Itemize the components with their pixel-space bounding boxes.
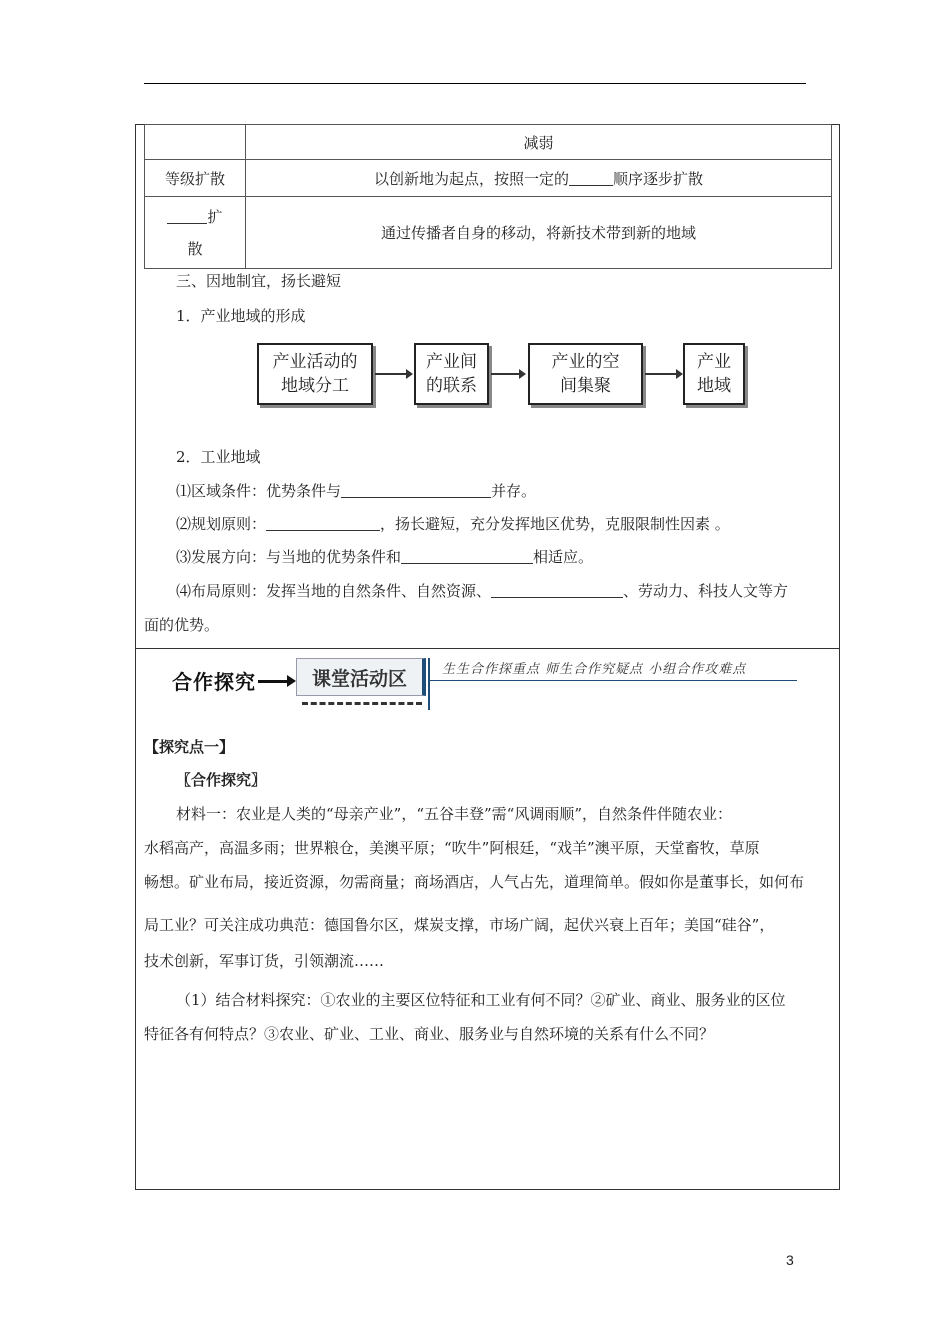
subheading-1: 1．产业地域的形成	[176, 307, 306, 325]
flow-box	[414, 343, 489, 405]
list-item-continuation: 面的优势。	[144, 616, 220, 634]
fill-blank	[341, 482, 491, 498]
item-text: ，扬长避短，充分发挥地区优势，克服限制性因素 。	[380, 515, 730, 533]
flow-arrow	[375, 373, 411, 375]
flow-arrow	[645, 373, 681, 375]
item-text: ⑵规划原则：	[176, 515, 267, 533]
banner-dash-decoration	[302, 702, 422, 705]
fill-blank	[401, 548, 533, 564]
fill-blank	[167, 209, 207, 224]
table-cell: 减弱	[246, 125, 832, 160]
fill-blank	[569, 171, 613, 186]
banner-slogan: 生生合作探重点 师生合作究疑点 小组合作攻难点	[442, 662, 747, 677]
item-text: ⑴区域条件：优势条件与	[176, 482, 342, 500]
flow-text: 产业活动的	[272, 352, 358, 372]
flow-box	[683, 343, 745, 405]
diffusion-table	[144, 124, 832, 269]
explore-point-heading: 【探究点一】	[144, 738, 235, 756]
cell-text: 扩	[207, 207, 223, 226]
flow-text: 地域	[697, 376, 731, 396]
item-text: ⑷布局原则：发挥当地的自然条件、自然资源、	[176, 582, 492, 600]
page-number: 3	[786, 1252, 794, 1268]
flow-text: 产业	[697, 352, 731, 372]
cell-text: 顺序逐步扩散	[613, 169, 704, 188]
question-line: （1）结合材料探究：①农业的主要区位特征和工业有何不同？②矿业、商业、服务业的区位	[176, 991, 786, 1009]
list-item	[176, 547, 593, 567]
header-rule	[144, 83, 806, 84]
subheading-2: 2．工业地域	[176, 448, 261, 466]
flow-box	[257, 343, 373, 405]
cell-text: 散	[187, 239, 203, 258]
fill-blank	[491, 582, 623, 598]
table-row	[145, 160, 832, 197]
frame-divider	[135, 648, 840, 649]
flow-diagram	[257, 343, 757, 413]
question-line: 特征各有何特点？③农业、矿业、工业、商业、服务业与自然环境的关系有什么不同？	[144, 1025, 715, 1043]
table-cell: 等级扩散	[145, 160, 246, 197]
material-line: 水稻高产，高温多雨；世界粮仓，美澳平原；“吹牛”阿根廷，“戏羊”澳平原，天堂畜牧，草原	[144, 839, 760, 857]
banner-title: 课堂活动区	[296, 658, 426, 696]
flow-text: 的联系	[426, 376, 477, 396]
list-item	[176, 481, 536, 501]
material-line: 局工业？可关注成功典范：德国鲁尔区，煤炭支撑，市场广阔，起伏兴衰上百年；美国“硅谷”，	[144, 916, 775, 934]
flow-box	[528, 343, 643, 405]
list-item	[176, 514, 730, 534]
cooperative-inquiry-heading: 〖合作探究〗	[176, 771, 267, 789]
item-text: 相适应。	[533, 548, 594, 566]
list-item	[176, 581, 788, 601]
flow-arrow	[491, 373, 524, 375]
activity-banner	[172, 656, 797, 712]
material-line: 材料一：农业是人类的“母亲产业”，“五谷丰登”需“风调雨顺”，自然条件伴随农业：	[176, 805, 733, 823]
banner-separator	[428, 658, 430, 710]
arrow-right-icon	[258, 680, 292, 683]
table-row	[145, 125, 832, 160]
banner-underline	[428, 680, 797, 681]
flow-text: 间集聚	[560, 376, 611, 396]
table-row	[145, 197, 832, 269]
item-text: ⑶发展方向：与当地的优势条件和	[176, 548, 402, 566]
table-cell	[145, 125, 246, 160]
material-line: 畅想。矿业布局，接近资源，勿需商量；商场酒店，人气占先，道理简单。假如你是董事长，如何布	[144, 873, 805, 891]
flow-text: 产业间	[426, 352, 477, 372]
table-cell	[246, 160, 832, 197]
table-cell	[145, 197, 246, 269]
flow-text: 地域分工	[281, 376, 349, 396]
table-cell: 通过传播者自身的移动，将新技术带到新的地域	[246, 197, 832, 269]
item-text: 、劳动力、科技人文等方	[623, 582, 789, 600]
material-line: 技术创新，军事订货，引领潮流……	[144, 952, 385, 970]
item-text: 并存。	[491, 482, 537, 500]
cell-text: 以创新地为起点，按照一定的	[373, 169, 569, 188]
fill-blank	[266, 515, 380, 531]
banner-left-label: 合作探究	[172, 670, 256, 694]
flow-text: 产业的空	[551, 352, 620, 372]
section-heading: 三、因地制宜，扬长避短	[176, 272, 342, 290]
